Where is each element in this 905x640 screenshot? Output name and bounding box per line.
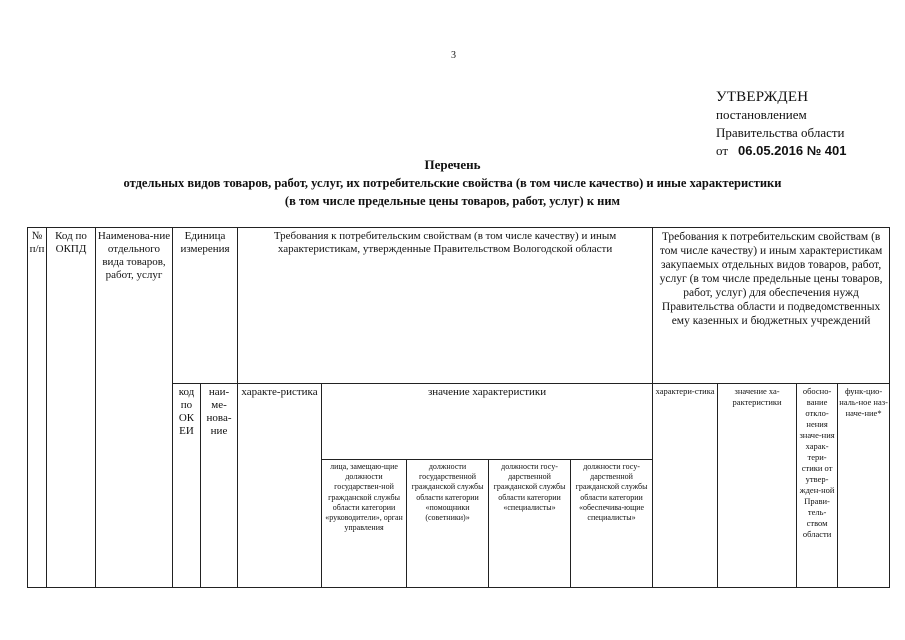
header-unit-code: код по ОК ЕИ [173, 384, 201, 588]
approval-date: 06.05.2016 № 401 [738, 143, 847, 158]
approval-line-government: Правительства области [716, 125, 845, 140]
page-number: 3 [451, 50, 456, 61]
category-specialists: должности госу-дарственной гражданской службы области категории «специалисты» [489, 460, 571, 588]
header-deviation-justification: обосно-вание откло-нения значе-ния харак-тери-стики от утвер-жден-ной Прави-тель-ством области [797, 384, 838, 588]
header-okpd-code: Код по ОКПД [47, 228, 96, 588]
category-assistants: должности государственной гражданской службы области категории «помощники (советники)» [407, 460, 489, 588]
category-support-specialists: должности госу-дарственной гражданской службы области категории «обеспечива-ющие специалисты» [571, 460, 653, 588]
category-heads: лица, замещаю-щие должности государствен-ной гражданской службы области категории «руководители», орган управления [322, 460, 407, 588]
header-unit: Единица измерения [173, 228, 238, 384]
header-unit-name: наи-ме-нова-ние [201, 384, 238, 588]
approval-date-prefix: от [716, 143, 729, 158]
header-requirements-vologda: Требования к потребительским свойствам (в том числе качеству) и иным характеристикам, утвержденные Правительством Вологодской области [238, 228, 653, 384]
characteristics-table [27, 227, 890, 588]
header-characteristic-2: характери-стика [653, 384, 718, 588]
document-subtitle-line-2: (в том числе предельные цены товаров, работ, услуг) к ним [284, 194, 621, 208]
header-characteristic: характе-ристика [238, 384, 322, 588]
approval-title: УТВЕРЖДЕН [716, 89, 809, 105]
header-characteristic-value-2: значение ха-рактеристики [718, 384, 797, 588]
header-number: № п/п [28, 228, 47, 588]
header-requirements-government: Требования к потребительским свойствам (в том числе качеству) и иным характеристикам закупаемых отдельных видов товаров, работ, услуг (в том числе предельные цены товаров, работ, услуг) для обеспечения нужд Правительства области и подведомственных ему казенных и бюджетных учреждений [653, 228, 890, 384]
approval-line-decree: постановлением [716, 107, 807, 122]
header-item-name: Наименова-ние отдельного вида товаров, работ, услуг [96, 228, 173, 588]
document-subtitle-line-1: отдельных видов товаров, работ, услуг, их потребительские свойства (в том числе качество) и иные характеристики [123, 176, 782, 190]
header-functional-purpose: функ-цио-наль-ное наз-наче-ние* [838, 384, 890, 588]
approval-stamp [716, 88, 846, 160]
document-title: Перечень [424, 157, 481, 172]
header-characteristic-value: значение характеристики [322, 384, 653, 460]
